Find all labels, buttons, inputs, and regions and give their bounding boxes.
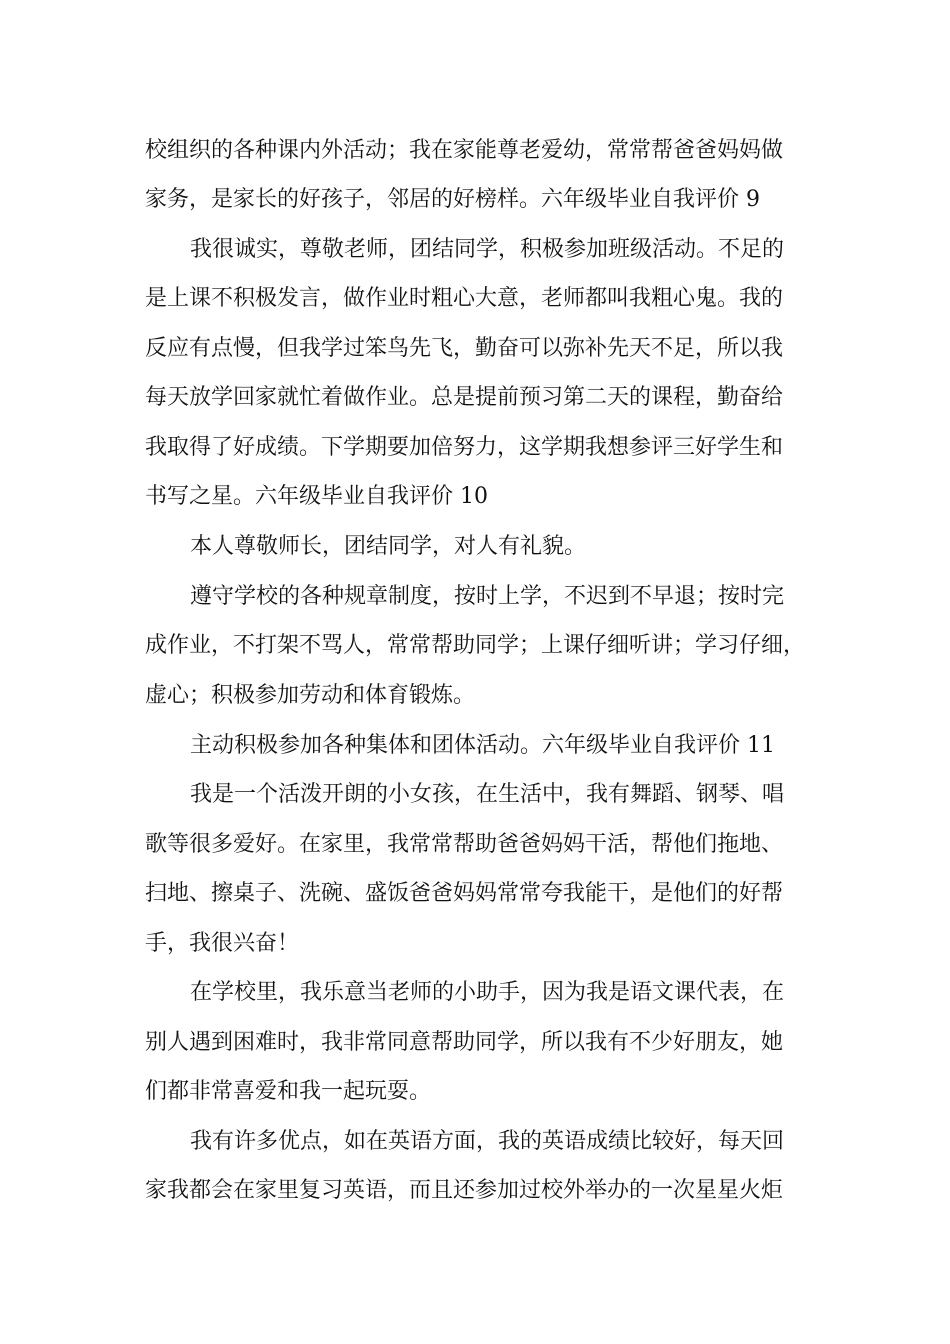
paragraph-start: 在学校里，我乐意当老师的小助手，因为我是语文课代表，在 — [190, 980, 785, 1005]
text-line: 别人遇到困难时，我非常同意帮助同学，所以我有不少好朋友，她 — [145, 1030, 784, 1055]
text-line: 手，我很兴奋！ — [145, 931, 300, 956]
text-line: 虚心；积极参加劳动和体育锻炼。 — [145, 683, 476, 708]
text-line: 扫地、擦桌子、洗碗、盛饭爸爸妈妈常常夸我能干，是他们的好帮 — [145, 881, 784, 906]
paragraph-start: 本人尊敬师长，团结同学，对人有礼貌。 — [190, 534, 587, 559]
text-line: 是上课不积极发言，做作业时粗心大意，老师都叫我粗心鬼。我的 — [145, 286, 784, 311]
text-line: 每天放学回家就忙着做作业。总是提前预习第二天的课程，勤奋给 — [145, 385, 784, 410]
text-line: 成作业，不打架不骂人，常常帮助同学；上课仔细听讲；学习仔细， — [145, 633, 806, 658]
paragraph-start: 我很诚实，尊敬老师，团结同学，积极参加班级活动。不足的 — [190, 237, 785, 262]
text-line: 我取得了好成绩。下学期要加倍努力，这学期我想参评三好学生和 — [145, 435, 784, 460]
text-line: 反应有点慢，但我学过笨鸟先飞，勤奋可以弥补先天不足，所以我 — [145, 336, 784, 361]
paragraph-start: 遵守学校的各种规章制度，按时上学，不迟到不早退；按时完 — [190, 584, 785, 609]
text-line: 书写之星。六年级毕业自我评价 10 — [145, 484, 488, 509]
text-line: 家我都会在家里复习英语，而且还参加过校外举办的一次星星火炬 — [145, 1178, 784, 1203]
text-line: 们都非常喜爱和我一起玩耍。 — [145, 1079, 432, 1104]
text-line: 家务，是家长的好孩子，邻居的好榜样。六年级毕业自我评价 9 — [145, 187, 760, 212]
paragraph-start: 我有许多优点，如在英语方面，我的英语成绩比较好，每天回 — [190, 1129, 785, 1154]
text-line: 歌等很多爱好。在家里，我常常帮助爸爸妈妈干活，帮他们拖地、 — [145, 832, 784, 857]
paragraph-start: 我是一个活泼开朗的小女孩，在生活中，我有舞蹈、钢琴、唱 — [190, 782, 785, 807]
text-line: 校组织的各种课内外活动；我在家能尊老爱幼，常常帮爸爸妈妈做 — [145, 138, 784, 163]
paragraph-start: 主动积极参加各种集体和团体活动。六年级毕业自我评价 11 — [190, 733, 775, 758]
